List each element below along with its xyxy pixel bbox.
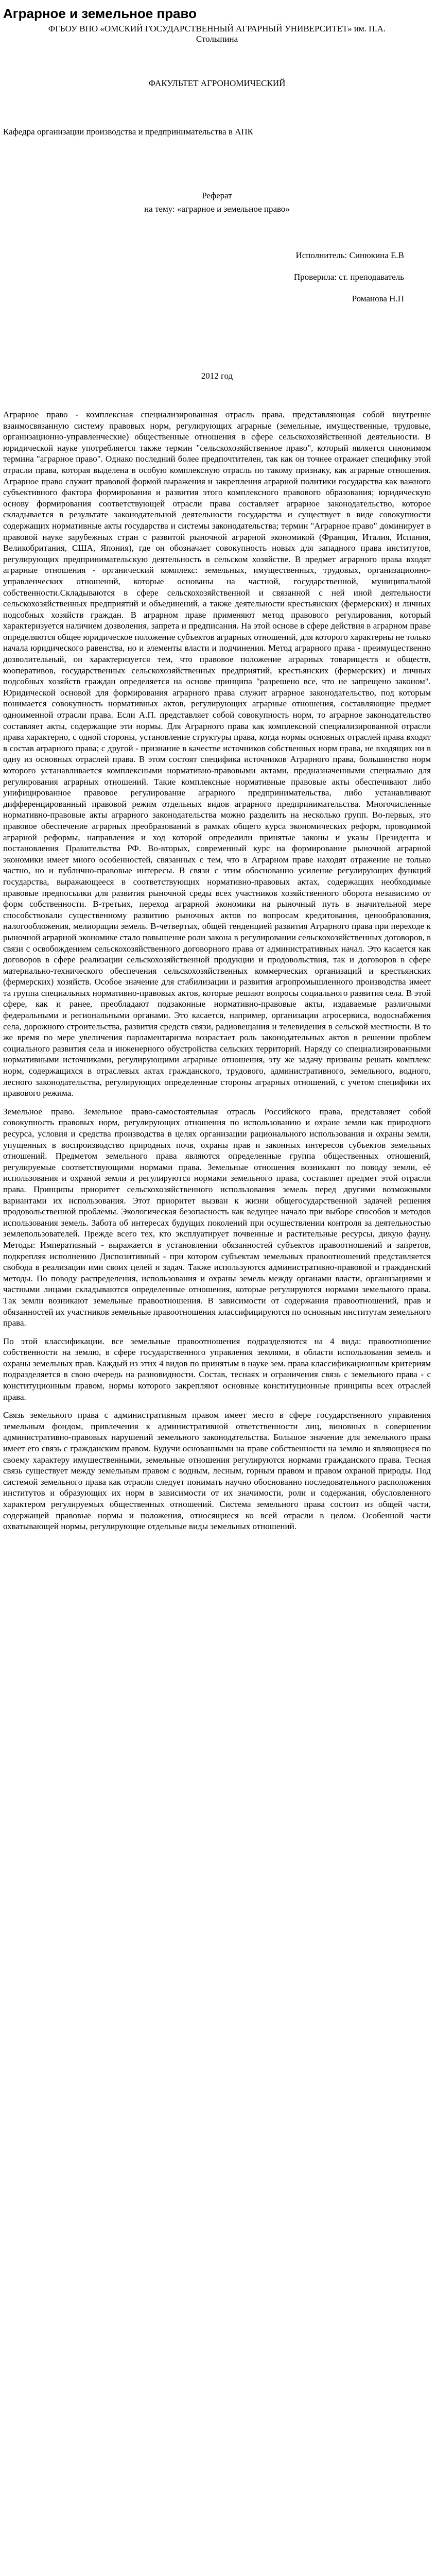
- document-type: Реферат: [202, 191, 232, 200]
- faculty-name: ФАКУЛЬТЕТ АГРОНОМИЧЕСКИЙ: [148, 78, 286, 88]
- paragraph-agrarian-law: Аграрное право - комплексная специализированная отрасль права, представляющая собой внутренне взаимосвязанную систему правовых норм, регулирующих аграрные (земельные, имущественные, трудовые, организационно-управленческие) общественные отношения в сфере сельскохозяйственной деятельности. В юридической науке употребляется также термин "сельскохозяйственное право", который является синонимом термина "аграрное право". Однако последний более предпочтителен, так как он точнее отражает специфику этой отрасли права, которая выделена в особую комплексную отрасль по такому признаку, как аграрные отношения. Аграрное право служит правовой формой выражения и закрепления аграрной политики государства как важного субъективного фактора формирования и развития этого комплексного правового образования; юридическую основу формирования соответствующей отрасли права составляет аграрное законодательство, которое складывается в результате законодательной деятельности государства и существует в виде совокупности содержащих нормативные акты государства и системы законодательства; термин "Аграрное право" доминирует в правовой науке зарубежных стран с развитой рыночной аграрной экономикой (Франция, Италия, Испания, Великобритания, США, Япония), где он обозначает совокупность новых для западного права институтов, регулирующих предпринимательскую деятельность в сельском хозяйстве. В предмет аграрного права входят аграрные отношения - органический комплекс: земельных, имущественных, трудовых, организационно-управленческих отношений, которые основаны на частной, государственной, муниципальной собственности.Складываются в сфере сельскохозяйственной и связанной с ней иной деятельности сельскохозяйственных предприятий и объединений, а также деятельности крестьянских (фермерских) и личных подсобных хозяйств граждан. В аграрном праве применяют метод правового регулирования, который характеризуется наличием дозволения, запрета и предписания. На этой основе в сфере действия в аграрном праве определяются общее юридическое положение субъектов аграрных отношений, для которого характерны не только начала юридического равенства, но и элементы власти и подчинения. Метод аграрного права - преимущественно дозволительный, он характеризуется тем, что правовое положение аграрных товариществ и обществ, кооперативов, государственных сельскохозяйственных предприятий, крестьянских (фермерских) и личных подсобных хозяйств граждан определяется на основе принципа "разрешено все, что не запрещено законом". Юридической основой для формирования аграрного права служит аграрное законодательство, под которым понимается совокупность нормативных актов, регулирующих аграрные отношения, составляющие предмет одноименной отрасли права. Если А.П. представляет собой совокупность норм, то аграрное законодательство составляет акты, содержащие эти нормы. Для Аграрного права как комплексной специализированной отрасли права характерно, с одной стороны, установление структуры права, когда нормы основных отраслей права входят в состав аграрного права; с другой - признание в качестве источников собственных норм права, не входящих ни в одну из основных отраслей права. В этом состоят специфика источников Аграрного права, большинство норм которого устанавливается комплексными нормативно-правовыми актами, предназначенными специально для регулирования аграрных отношений. Такие комплексные нормативные правовые акты обеспечивают либо унифицированное правовое регулирование аграрного предпринимательства, либо устанавливают дифференцированный правовой режим отдельных видов аграрного предпринимательства. Многочисленные нормативно-правовые акты аграрного законодательства можно разделить на несколько групп. Во-первых, это правовое обеспечение аграрных преобразований в рамках общего курса экономических реформ, проводимой аграрной реформы, направления и ход которой определили принятые законы и указы Президента и постановления Правительства РФ. Во-вторых, современный курс на формирование рыночной аграрной экономики имеет много особенностей, связанных с тем, что в Аграрном праве находят отражение не только частно, но и публично-правовые интересы. В связи с этим обоснованно усиление регулирующих функций государства, выражающееся в соответствующих нормативно-правовых актах, содержащих необходимые правовые предпосылки для развития рыночной среды всех участников хозяйственного оборота независимо от форм собственности. В-третьих, переход аграрной экономики на рыночный путь в значительной мере способствовали существенному развитию рыночных актов по вопросам кредитования, ценообразования, налогообложения, мелиорации земель. В-четвертых, общей тенденцией развития Аграрного права при переходе к рыночной аграрной экономике стало повышение роли закона в регулировании сельскохозяйственных договоров, в связи с освобождением сельскохозяйственного договорного права от административных начал. Это касается как договоров в сфере реализации сельскохозяйственной продукции и продовольствия, так и договоров в сфере материально-технического обеспечения сельскохозяйственных коммерческих организаций и крестьянских (фермерских) хозяйств. Особое значение для стабилизации и развития агропромышленного производства имеет та группа специальных нормативно-правовых актов, которые решают вопросы социального развития села. В этой сфере, как и ранее, преобладают подзаконные нормативно-правовые акты, издаваемые различными федеральными и региональными органами. Это касается, например, организации агросервиса, водоснабжения села, дорожного строительства, развития средств связи, радиовещания и телевидения в сельской местности. В то же время по мере увеличения парламентаризма возрастает роль законодательных актов в решении проблем социального развития села и инженерного обустройства сельских территорий. Наряду со специализированными нормативными источниками, регулирующими аграрные отношения, эту же задачу призваны решать комплекс норм, содержащихся в отраслевых актах гражданского, трудового, административного, земельного, водного, лесного законодательства, регулирующих определенные стороны аграрных отношений, с учетом специфики их правового режима.: [3, 410, 431, 1098]
- reviewer-line: Проверила: ст. преподаватель: [293, 272, 404, 282]
- document-topic: на тему: «аграрное и земельное право»: [144, 204, 290, 214]
- paragraph-land-law: Земельное право. Земельное право-самостоятельная отрасль Российского права, представляет собой совокупность правовых норм, регулирующих отношения по использованию и охране земли как природного ресурса, условия и средства производства в целях организации рационального использования и охраны земли, упущенных в воспроизводство природных почв, охраны прав и законных интересов субъектов земельных отношений. Предметом земельного права являются определенные группа общественных отношений, регулируемые соответствующими нормами права. Земельные отношения возникают по поводу земли, её использования и охраной земли и регулируются нормами земельного права, составляет предмет этой отрасли права. Принципы приоритет сельскохозяйственного использования земель перед другими возможными вариантами их использования. Этот приоритет вызван к жизни общегосударственной задачей решения продовольственной проблемы. Экологическая безопасность как ведущее начало при выборе способов и методов использования земель. Забота об интересах будущих поколений при осуществлении контроля за деятельностью землепользователей. Прежде всего тех, кто эксплуатирует почвенные и растительные ресурсы, дикую фауну. Методы: Императивный - выражается в установлении обязанностей субъектов правоотношений и запретов, подкрепляя исполнению Диспозитивный - при котором субъектам земельных правоотношений представляется свобода в реализации ими своих целей и задач. Также используются административно-правовой и гражданский методы. По поводу распределения, использования и охраны земель между органами власти, организациями и частными лицами складываются определенные отношения, которые регулируются нормами земельного права. Так земли возникают земельные правоотношения. В зависимости от содержания правоотношений, прав и обязанностей их участников земельные правоотношения классифицируются по основным институтам земельного права.: [3, 1106, 431, 1328]
- document-title: Аграрное и земельное право: [3, 6, 197, 21]
- paragraph-classification: По этой классификации. все земельные правоотношения подразделяются на 4 вида: правоотношение собственности на землю, в сфере государственного управления землями, в области использования земель и охраны земельных прав. Каждый из этих 4 видов по принятым в науке зем. права классификационным критериям подразделяется в свою очередь на разновидности. Состав, теснаях и ограничения связь с земельного права - с конституционным правом, нормы которого закрепляют основные конституционные принципы всех отраслей права.: [3, 1336, 431, 1402]
- paragraph-related-branches: Связь земельного права с административным правом имеет место в сфере государственного управления земельным фондом, привлечения к административной ответственности лиц, виновных в совершении административно-правовых нарушений земельного законодательства. Большое значение для земельного права имеет его связь с гражданским правом. Будучи основанными на праве собственности на землю и являющиеся по своему характеру имущественными, земельные отношения регулируются нормами гражданского права. Тесная связь существует между земельным правом с водным, лесным, горным правом и правом охраной природы. Под системой земельного права как отрасли следует понимать научно обоснованно последовательного расположения институтов и образующих их норм в зависимости от их значимости, роли и содержания, обусловленного характером регулируемых общественных отношений. Система земельного права состоит из общей части, содержащей правовые нормы и положения, относящиеся ко всей отрасли в целом. Особенной части охватывающей нормы, регулирующие отдельные виды земельных отношений.: [3, 1410, 431, 1532]
- body-text: [3, 409, 431, 1532]
- department-name: Кафедра организации производства и предпринимательства в АПК: [3, 127, 254, 137]
- university-name: ФГБОУ ВПО «ОМСКИЙ ГОСУДАРСТВЕННЫЙ АГРАРНЫЙ УНИВЕРСИТЕТ» им. П.А. Столыпина: [48, 24, 386, 44]
- teacher-line: Романова Н.П: [352, 294, 404, 303]
- signature-block: [3, 250, 431, 304]
- performer-line: Исполнитель: Синюкина Е.В: [295, 250, 404, 260]
- document-year: 2012 год: [201, 371, 233, 381]
